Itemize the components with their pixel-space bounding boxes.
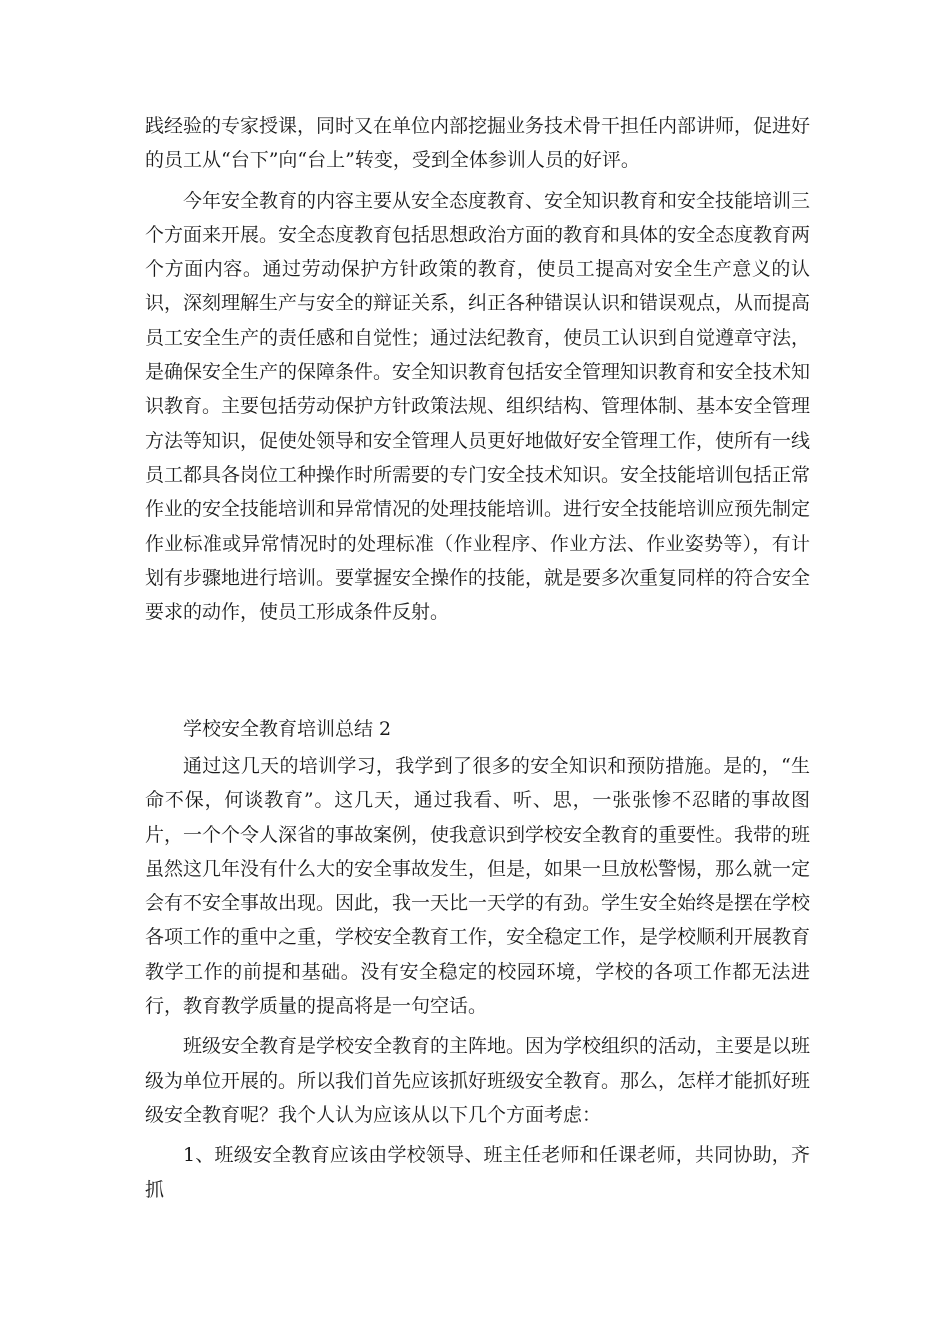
section2-body [145, 749, 810, 1207]
class-safety-paragraph: 班级安全教育是学校安全教育的主阵地。因为学校组织的活动，主要是以班级为单位开展的。所以我们首先应该抓好班级安全教育。那么，怎样才能抓好班级安全教育呢？我个人认为应该从以下几个方面考虑： [145, 1035, 811, 1126]
training-reflection-paragraph: 通过这几天的培训学习，我学到了很多的安全知识和预防措施。是的，“生命不保，何谈教育”。这几天，通过我看、听、思，一张张惨不忍睹的事故图片，一个个令人深省的事故案例，使我意识到学校安全教育的重要性。我带的班虽然这几年没有什么大的安全事故发生，但是，如果一旦放松警惕，那么就一定会有不安全事故出现。因此，我一天比一天学的有劲。学生安全始终是摆在学校各项工作的重中之重，学校安全教育工作，安全稳定工作，是学校顺利开展教育教学工作的前提和基础。没有安全稳定的校园环境，学校的各项工作都无法进行，教育教学质量的提高将是一句空话。 [145, 755, 811, 1018]
section-title: 学校安全教育培训总结 2 [183, 718, 392, 740]
continuation-paragraph: 践经验的专家授课，同时又在单位内部挖掘业务技术骨干担任内部讲师，促进好的员工从“台下”向“台上”转变，受到全体参训人员的好评。 [145, 115, 811, 172]
numbered-item-1: 1、班级安全教育应该由学校领导、班主任老师和任课老师，共同协助，齐抓 [145, 1144, 810, 1201]
safety-education-paragraph: 今年安全教育的内容主要从安全态度教育、安全知识教育和安全技能培训三个方面来开展。安全态度教育包括思想政治方面的教育和具体的安全态度教育两个方面内容。通过劳动保护方针政策的教育，使员工提高对安全生产意义的认识，深刻理解生产与安全的辩证关系，纠正各种错误认识和错误观点，从而提高员工安全生产的责任感和自觉性；通过法纪教育，使员工认识到自觉遵章守法，是确保安全生产的保障条件。安全知识教育包括安全管理知识教育和安全技术知识教育。主要包括劳动保护方针政策法规、组织结构、管理体制、基本安全管理方法等知识，促使处领导和安全管理人员更好地做好安全管理工作，使所有一线员工都具各岗位工种操作时所需要的专门安全技术知识。安全技能培训包括正常作业的安全技能培训和异常情况的处理技能培训。进行安全技能培训应预先制定作业标准或异常情况时的处理标准（作业程序、作业方法、作业姿势等），有计划有步骤地进行培训。要掌握安全操作的技能，就是要多次重复同样的符合安全要求的动作，使员工形成条件反射。 [145, 189, 811, 624]
section1-body [145, 109, 810, 629]
